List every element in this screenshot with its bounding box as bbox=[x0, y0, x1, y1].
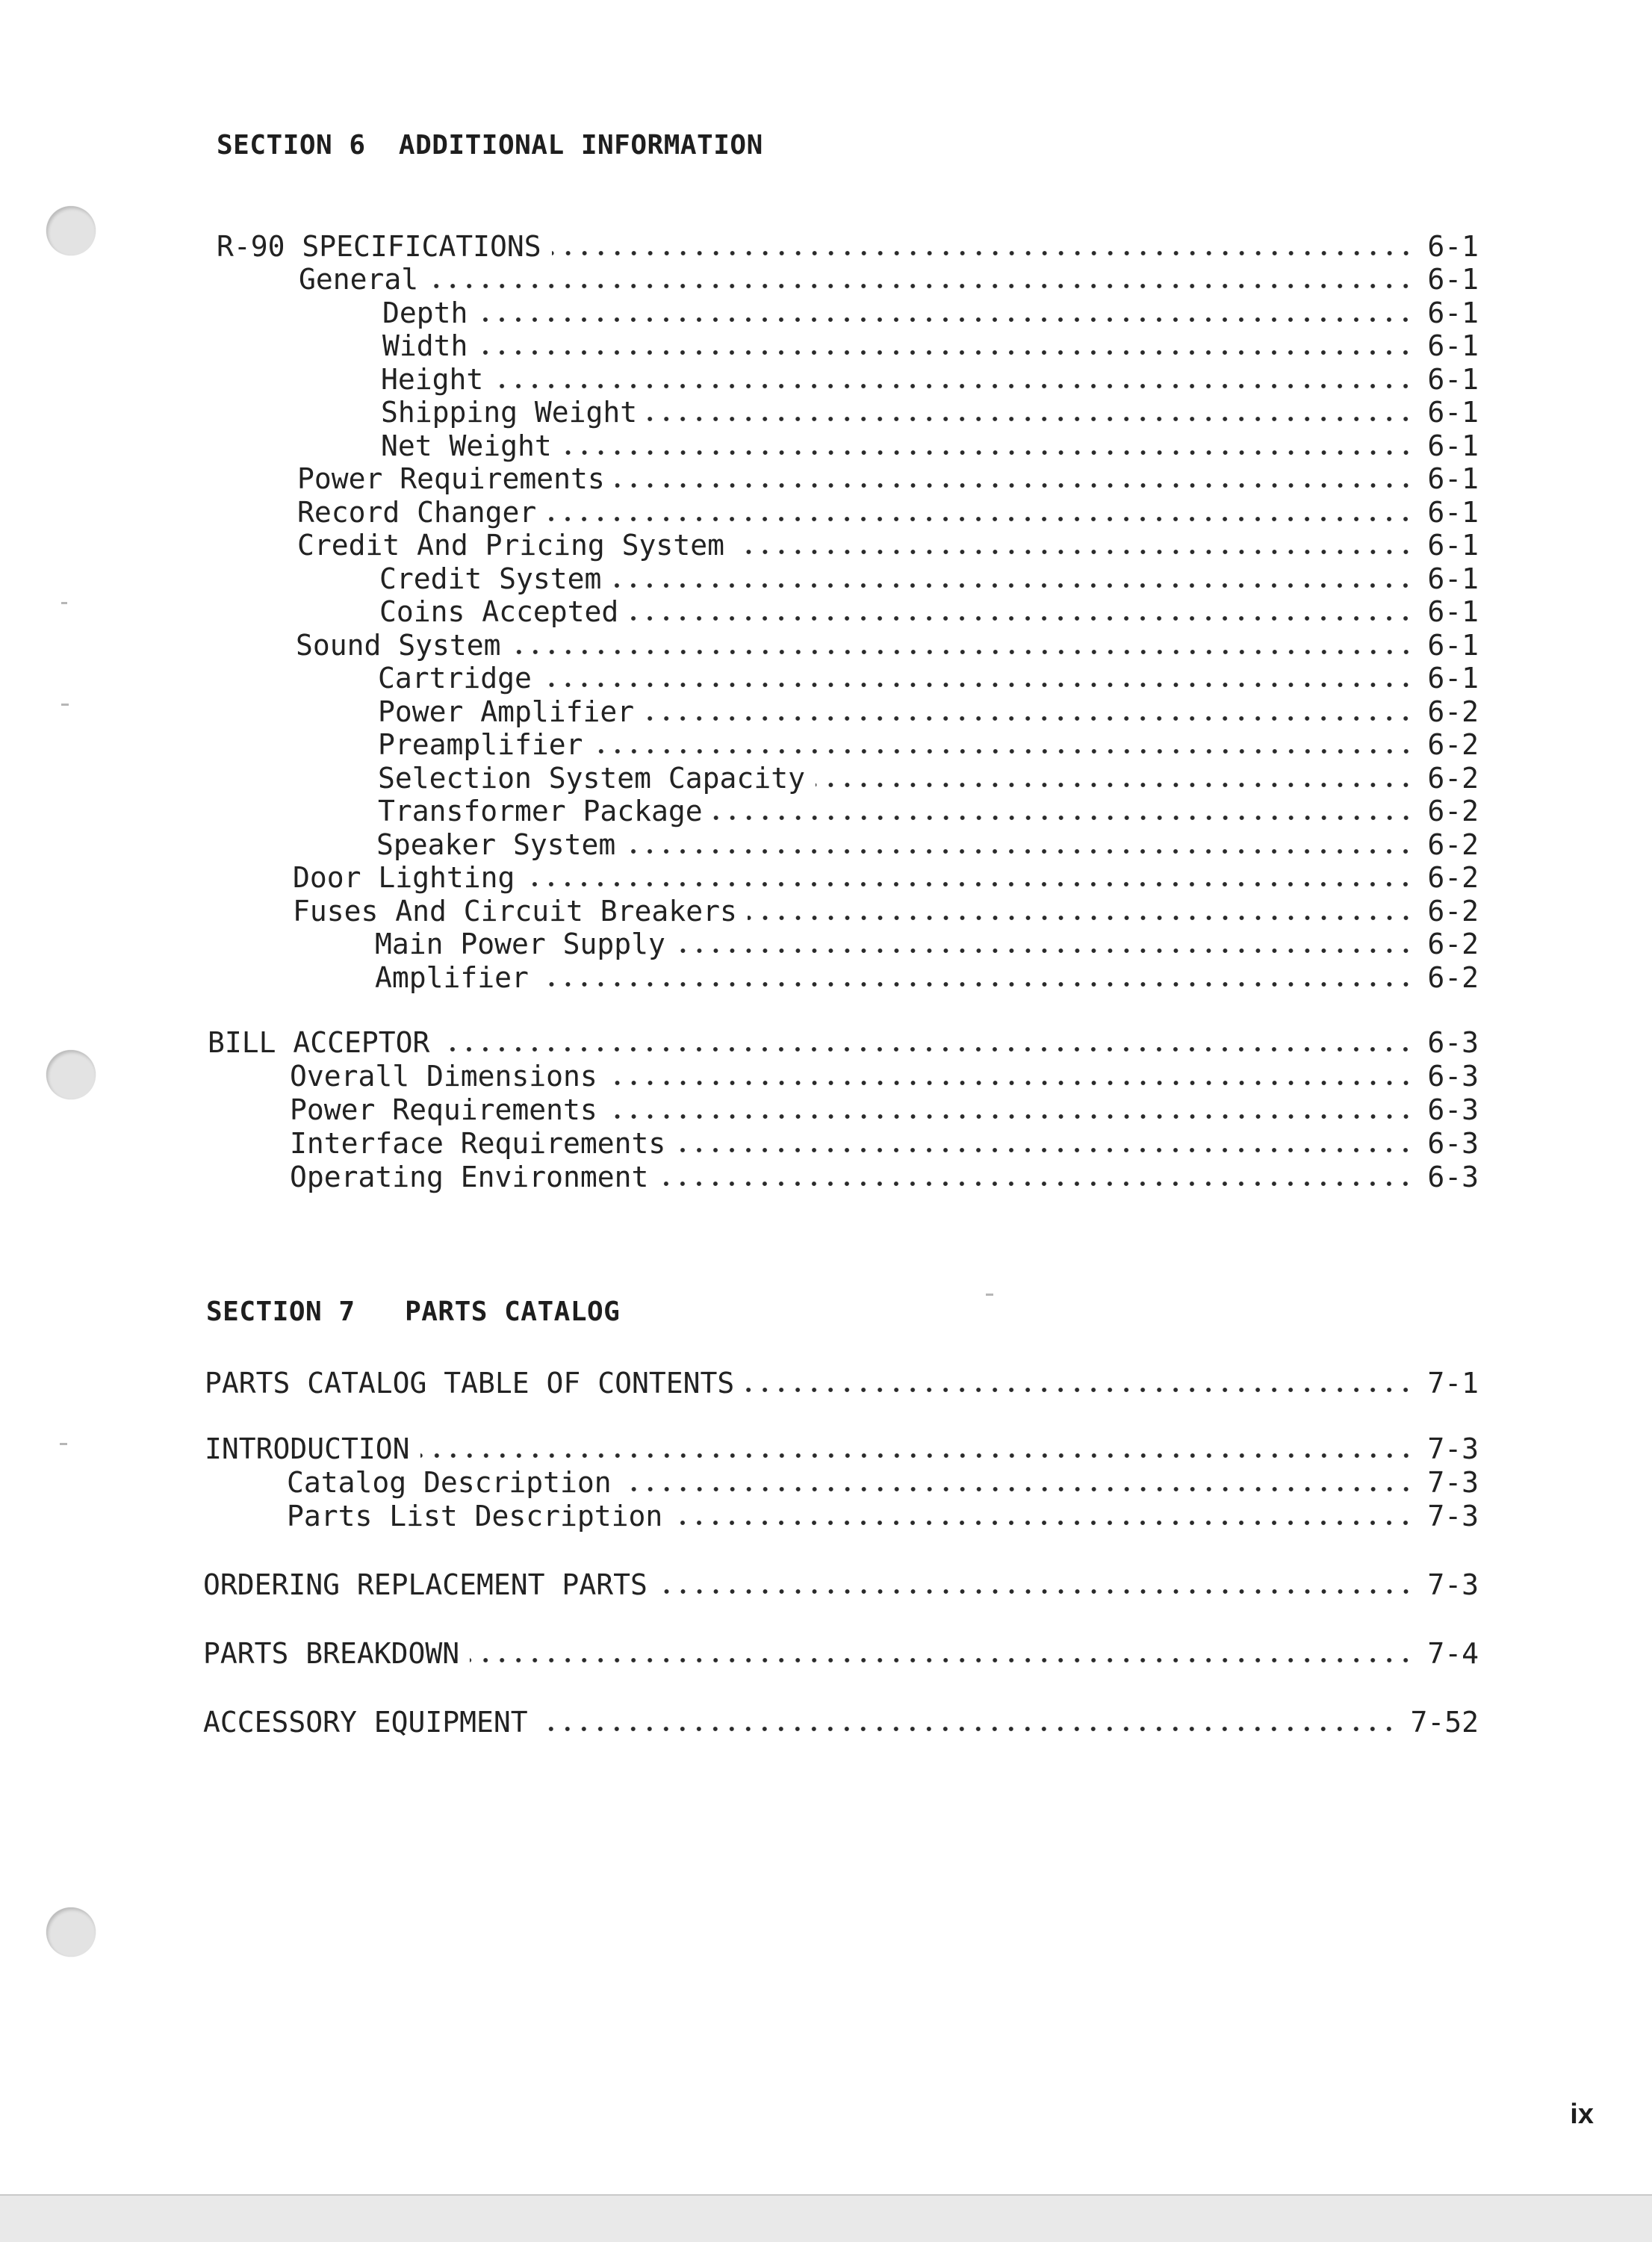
toc-entry-label: General bbox=[299, 263, 419, 296]
toc-entry-page: 6-1 bbox=[1427, 595, 1479, 628]
dot-leader bbox=[676, 1148, 1414, 1152]
toc-entry-page: 6-1 bbox=[1427, 529, 1479, 562]
toc-entry-label: Overall Dimensions bbox=[290, 1060, 597, 1093]
dot-leader bbox=[594, 749, 1415, 754]
toc-entry bbox=[293, 861, 1479, 894]
dot-leader bbox=[629, 616, 1414, 621]
dot-leader bbox=[615, 483, 1415, 488]
toc-entry bbox=[381, 396, 1479, 429]
toc-entry bbox=[378, 762, 1479, 795]
toc-entry-page: 6-1 bbox=[1427, 662, 1479, 695]
dot-leader bbox=[542, 683, 1414, 687]
toc-entry-page: 6-1 bbox=[1427, 230, 1479, 263]
toc-entry-label: Parts List Description bbox=[287, 1500, 663, 1533]
toc-entry bbox=[375, 928, 1479, 960]
toc-entry-page: 6-2 bbox=[1427, 895, 1479, 928]
toc-entry-page: 6-2 bbox=[1427, 695, 1479, 728]
dot-leader bbox=[552, 251, 1415, 255]
dot-leader bbox=[676, 948, 1414, 953]
binder-hole-bottom bbox=[46, 1907, 96, 1957]
dot-leader bbox=[626, 849, 1414, 854]
toc-entry bbox=[297, 496, 1479, 529]
toc-entry-page: 7-3 bbox=[1427, 1500, 1479, 1533]
dot-leader bbox=[645, 716, 1414, 721]
toc-entry bbox=[378, 795, 1479, 827]
toc-entry-label: Fuses And Circuit Breakers bbox=[293, 895, 737, 928]
toc-entry-label: BILL ACCEPTOR bbox=[208, 1026, 430, 1059]
toc-entry-label: Shipping Weight bbox=[381, 396, 638, 429]
toc-entry bbox=[203, 1706, 1479, 1739]
toc-entry bbox=[203, 1637, 1479, 1670]
toc-entry-label: Record Changer bbox=[297, 496, 537, 529]
toc-entry-page: 6-1 bbox=[1427, 562, 1479, 595]
toc-entry bbox=[381, 429, 1479, 462]
toc-entry-page: 6-3 bbox=[1427, 1161, 1479, 1193]
scan-bottom-edge bbox=[0, 2194, 1652, 2242]
dot-leader bbox=[745, 1388, 1414, 1392]
toc-entry bbox=[290, 1161, 1479, 1193]
page-number: ix bbox=[1570, 2099, 1594, 2130]
binder-hole-middle bbox=[46, 1050, 96, 1099]
toc-entry bbox=[378, 695, 1479, 728]
toc-entry-label: Speaker System bbox=[376, 828, 616, 861]
dot-leader bbox=[608, 1081, 1415, 1085]
toc-entry-page: 6-1 bbox=[1427, 296, 1479, 329]
toc-entry-page: 6-1 bbox=[1427, 429, 1479, 462]
dot-leader bbox=[538, 1727, 1397, 1731]
toc-entry bbox=[287, 1466, 1479, 1499]
toc-entry-label: Catalog Description bbox=[287, 1466, 612, 1499]
toc-entry bbox=[299, 263, 1479, 296]
toc-entry-page: 6-3 bbox=[1427, 1093, 1479, 1126]
toc-entry-page: 6-1 bbox=[1427, 329, 1479, 362]
toc-entry-page: 6-1 bbox=[1427, 263, 1479, 296]
toc-entry-label: Depth bbox=[382, 296, 468, 329]
dot-leader bbox=[494, 384, 1414, 388]
toc-entry-label: ACCESSORY EQUIPMENT bbox=[203, 1706, 528, 1739]
toc-entry-label: R-90 SPECIFICATIONS bbox=[217, 230, 541, 263]
toc-entry-label: Amplifier bbox=[375, 961, 529, 994]
toc-entry bbox=[290, 1060, 1479, 1093]
section-7-heading: SECTION 7 PARTS CATALOG bbox=[206, 1297, 621, 1327]
toc-entry-page: 6-3 bbox=[1427, 1026, 1479, 1059]
toc-entry bbox=[296, 629, 1479, 662]
toc-entry-label: Credit And Pricing System bbox=[297, 529, 724, 562]
toc-entry-page: 7-52 bbox=[1410, 1706, 1479, 1739]
toc-entry-label: Height bbox=[381, 363, 484, 396]
toc-entry-label: Power Amplifier bbox=[378, 695, 635, 728]
dot-leader bbox=[612, 583, 1414, 588]
toc-entry-page: 6-2 bbox=[1427, 795, 1479, 827]
toc-entry-page: 6-2 bbox=[1427, 861, 1479, 894]
toc-entry-label: Width bbox=[382, 329, 468, 362]
dot-leader bbox=[525, 882, 1414, 886]
toc-entry-page: 6-3 bbox=[1427, 1060, 1479, 1093]
toc-entry bbox=[290, 1093, 1479, 1126]
dot-leader bbox=[429, 284, 1414, 288]
dot-leader bbox=[512, 650, 1415, 654]
dot-leader bbox=[735, 550, 1414, 554]
dot-leader bbox=[478, 317, 1414, 322]
toc-entry-label: INTRODUCTION bbox=[205, 1432, 410, 1465]
dot-leader bbox=[440, 1047, 1414, 1052]
toc-entry bbox=[205, 1432, 1479, 1465]
dot-leader bbox=[659, 1181, 1414, 1186]
scan-speck bbox=[986, 1294, 993, 1296]
toc-entry-page: 6-1 bbox=[1427, 462, 1479, 495]
dot-leader bbox=[562, 450, 1415, 455]
toc-entry bbox=[376, 828, 1479, 861]
toc-entry-page: 7-3 bbox=[1427, 1466, 1479, 1499]
toc-entry-label: Coins Accepted bbox=[379, 595, 619, 628]
toc-entry bbox=[290, 1127, 1479, 1160]
toc-entry bbox=[379, 595, 1479, 628]
toc-entry bbox=[378, 662, 1479, 695]
toc-entry-page: 7-4 bbox=[1427, 1637, 1479, 1670]
section-6-heading: SECTION 6 ADDITIONAL INFORMATION bbox=[217, 130, 763, 161]
toc-entry-page: 6-2 bbox=[1427, 762, 1479, 795]
toc-entry bbox=[378, 728, 1479, 761]
dot-leader bbox=[539, 982, 1414, 987]
toc-entry-label: Door Lighting bbox=[293, 861, 515, 894]
toc-entry bbox=[375, 961, 1479, 994]
dot-leader bbox=[622, 1487, 1415, 1491]
toc-entry-page: 6-1 bbox=[1427, 496, 1479, 529]
toc-entry-page: 7-1 bbox=[1427, 1367, 1479, 1400]
toc-entry-page: 6-2 bbox=[1427, 928, 1479, 960]
dot-leader bbox=[608, 1114, 1415, 1119]
toc-entry-label: Net Weight bbox=[381, 429, 552, 462]
toc-entry-page: 6-1 bbox=[1427, 629, 1479, 662]
dot-leader bbox=[816, 783, 1414, 787]
toc-entry bbox=[382, 329, 1479, 362]
binder-hole-top bbox=[46, 206, 96, 255]
toc-entry-label: Main Power Supply bbox=[375, 928, 665, 960]
dot-leader bbox=[478, 350, 1414, 355]
toc-entry-label: Operating Environment bbox=[290, 1161, 649, 1193]
dot-leader bbox=[673, 1521, 1414, 1525]
dot-leader bbox=[658, 1589, 1415, 1594]
dot-leader bbox=[547, 517, 1414, 521]
toc-entry-label: Power Requirements bbox=[290, 1093, 597, 1126]
toc-entry bbox=[203, 1568, 1479, 1601]
toc-entry bbox=[205, 1367, 1479, 1400]
toc-entry bbox=[297, 529, 1479, 562]
scan-speck bbox=[61, 602, 67, 604]
toc-entry-label: Credit System bbox=[379, 562, 602, 595]
toc-entry bbox=[382, 296, 1479, 329]
toc-entry-page: 6-2 bbox=[1427, 828, 1479, 861]
toc-entry-label: Sound System bbox=[296, 629, 501, 662]
dot-leader bbox=[470, 1658, 1414, 1662]
toc-entry-page: 6-1 bbox=[1427, 396, 1479, 429]
toc-entry bbox=[379, 562, 1479, 595]
toc-entry-page: 7-3 bbox=[1427, 1568, 1479, 1601]
toc-entry-label: ORDERING REPLACEMENT PARTS bbox=[203, 1568, 648, 1601]
scan-speck bbox=[61, 704, 69, 706]
toc-entry-label: Preamplifier bbox=[378, 728, 583, 761]
toc-entry-page: 6-3 bbox=[1427, 1127, 1479, 1160]
toc-entry-label: Transformer Package bbox=[378, 795, 703, 827]
toc-entry-label: PARTS BREAKDOWN bbox=[203, 1637, 460, 1670]
toc-entry bbox=[293, 895, 1479, 928]
dot-leader bbox=[420, 1453, 1415, 1458]
toc-entry bbox=[297, 462, 1479, 495]
toc-entry bbox=[208, 1026, 1479, 1059]
toc-entry-page: 6-2 bbox=[1427, 728, 1479, 761]
toc-entry-label: Selection System Capacity bbox=[378, 762, 805, 795]
dot-leader bbox=[713, 816, 1415, 820]
dot-leader bbox=[648, 417, 1414, 421]
dot-leader bbox=[748, 916, 1415, 920]
toc-entry-label: Cartridge bbox=[378, 662, 532, 695]
toc-entry-page: 6-2 bbox=[1427, 961, 1479, 994]
toc-entry-page: 6-1 bbox=[1427, 363, 1479, 396]
toc-entry-label: PARTS CATALOG TABLE OF CONTENTS bbox=[205, 1367, 735, 1400]
scan-speck bbox=[60, 1443, 67, 1445]
toc-entry-label: Interface Requirements bbox=[290, 1127, 666, 1160]
toc-entry bbox=[381, 363, 1479, 396]
toc-entry bbox=[287, 1500, 1479, 1533]
toc-entry bbox=[217, 230, 1479, 263]
toc-entry-label: Power Requirements bbox=[297, 462, 605, 495]
toc-entry-page: 7-3 bbox=[1427, 1432, 1479, 1465]
